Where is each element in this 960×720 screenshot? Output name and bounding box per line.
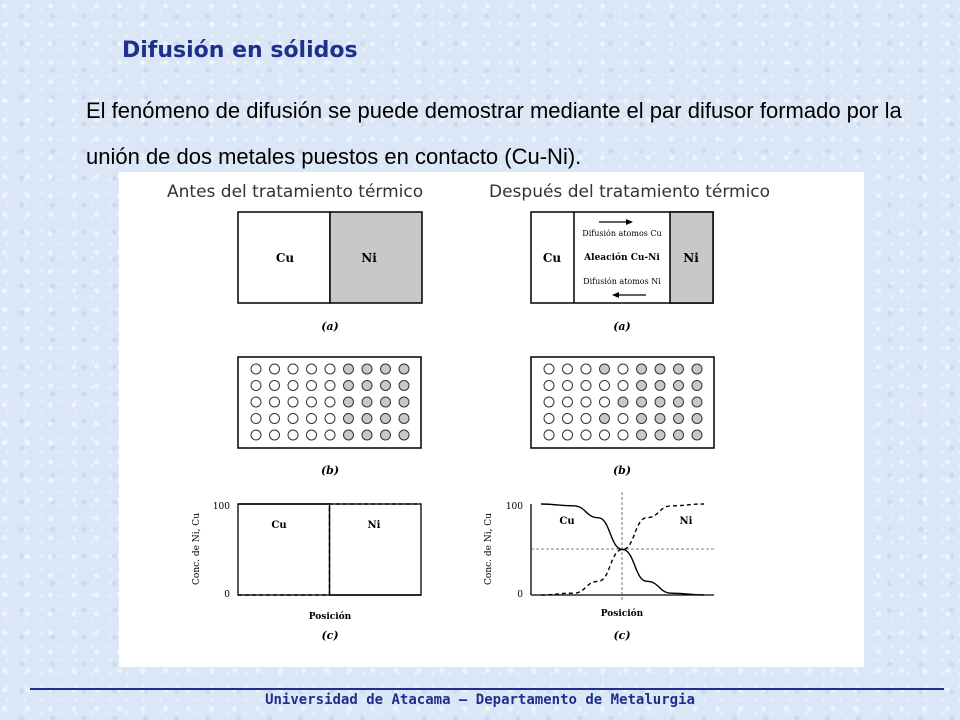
panel-a-after: [531, 212, 713, 333]
ni-atom: [362, 381, 372, 391]
cu-atom: [618, 430, 628, 440]
ni-atom: [381, 381, 391, 391]
cu-atom: [251, 430, 261, 440]
profile-after: [484, 492, 714, 642]
ni-atom: [381, 397, 391, 407]
caption-c-right: (c): [613, 629, 631, 642]
ni-atom: [399, 364, 409, 374]
cu-atom: [325, 364, 335, 374]
y-max-right: 100: [505, 502, 523, 512]
xlabel-right: Posición: [600, 609, 644, 619]
arrow-top-label: Difusión atomos Cu: [582, 229, 662, 238]
cu-atom: [618, 381, 628, 391]
caption-b-right: (b): [612, 464, 632, 477]
profile-left-ni: Ni: [367, 520, 381, 531]
xlabel-left: Posición: [308, 612, 352, 622]
cu-atom: [544, 414, 554, 424]
ni-atom: [692, 430, 702, 440]
ni-atom: [674, 414, 684, 424]
cu-atom: [563, 414, 573, 424]
cu-atom: [581, 364, 591, 374]
ni-atom: [381, 414, 391, 424]
cu-atom: [563, 381, 573, 391]
cu-atom: [563, 397, 573, 407]
ni-atom: [399, 397, 409, 407]
ni-atom: [362, 364, 372, 374]
cu-atom: [563, 364, 573, 374]
cu-atom: [581, 397, 591, 407]
ni-atom: [399, 381, 409, 391]
ni-atom: [600, 414, 610, 424]
ni-atom: [618, 397, 628, 407]
y-min-left: 0: [224, 590, 230, 600]
cu-atom: [307, 381, 317, 391]
cu-atom: [325, 397, 335, 407]
ni-atom: [655, 364, 665, 374]
profile-right-cu: Cu: [559, 516, 575, 527]
cu-atom: [600, 430, 610, 440]
ni-atom: [655, 381, 665, 391]
profile-right-ni: Ni: [679, 516, 693, 527]
arrow-bottom-label: Difusión atomos Ni: [583, 277, 661, 286]
cu-atom: [544, 364, 554, 374]
ni-atom: [655, 414, 665, 424]
cu-atom: [270, 364, 280, 374]
cu-atom: [288, 397, 298, 407]
ni-label: Ni: [361, 251, 377, 265]
cu-atom: [581, 430, 591, 440]
cu-atom: [270, 397, 280, 407]
cu-atom: [544, 430, 554, 440]
ni-atom: [600, 364, 610, 374]
cu-atom: [325, 414, 335, 424]
intro-text: El fenómeno de difusión se puede demostrar mediante el par difusor formado por la unión de dos metales puestos en contacto (Cu-Ni).: [86, 98, 902, 169]
ni-atom: [344, 381, 354, 391]
cu-atom: [270, 414, 280, 424]
cu-atom: [581, 381, 591, 391]
cu-atom: [581, 414, 591, 424]
ni-atom: [637, 430, 647, 440]
cu-atom: [288, 414, 298, 424]
cu-atom: [618, 364, 628, 374]
cu-atom: [307, 397, 317, 407]
diffusion-figure: [119, 172, 864, 667]
ni-atom: [344, 364, 354, 374]
cu-atom: [544, 397, 554, 407]
ni-atom: [674, 364, 684, 374]
ni-atom: [362, 397, 372, 407]
ni-atom: [692, 364, 702, 374]
caption-b-left: (b): [320, 464, 340, 477]
cu-atom: [600, 381, 610, 391]
ni-atom: [399, 430, 409, 440]
y-min-right: 0: [517, 590, 523, 600]
cu-atom: [288, 430, 298, 440]
cu-atom: [325, 381, 335, 391]
header-after: Después del tratamiento térmico: [489, 182, 771, 202]
cu-label-after: Cu: [542, 251, 562, 265]
cu-atom: [563, 430, 573, 440]
ni-atom: [674, 430, 684, 440]
cu-atom: [270, 381, 280, 391]
ni-atom: [381, 364, 391, 374]
ni-atom: [637, 364, 647, 374]
ylabel-left: Conc. de Ni, Cu: [192, 513, 202, 585]
ni-atom: [362, 430, 372, 440]
ni-atom: [692, 397, 702, 407]
ni-atom: [692, 414, 702, 424]
ylabel-right: Conc. de Ni, Cu: [484, 513, 494, 585]
cu-atom: [251, 364, 261, 374]
cu-atom: [325, 430, 335, 440]
alloy-label: Aleación Cu-Ni: [584, 253, 660, 263]
slide-title: Difusión en sólidos: [122, 38, 358, 63]
ni-atom: [344, 430, 354, 440]
ni-atom: [381, 430, 391, 440]
profile-before: [192, 502, 421, 642]
ni-atom: [399, 414, 409, 424]
cu-atom: [251, 397, 261, 407]
cu-atom: [288, 364, 298, 374]
ni-atom: [637, 397, 647, 407]
cu-atom: [288, 381, 298, 391]
ni-atom: [637, 381, 647, 391]
ni-atom: [637, 414, 647, 424]
ni-atom: [674, 397, 684, 407]
header-before: Antes del tratamiento térmico: [167, 182, 424, 202]
ni-label-after: Ni: [683, 251, 699, 265]
ni-atom: [344, 414, 354, 424]
panel-a-before: [238, 212, 422, 333]
cu-label: Cu: [275, 251, 295, 265]
cu-atom: [270, 430, 280, 440]
ni-atom: [655, 397, 665, 407]
cu-atom: [307, 364, 317, 374]
caption-c-left: (c): [321, 629, 339, 642]
cu-atom: [600, 397, 610, 407]
footer-text: Universidad de Atacama – Departamento de Metalurgia: [265, 692, 695, 708]
cu-atom: [618, 414, 628, 424]
caption-a-right: (a): [613, 320, 631, 333]
cu-atom: [307, 430, 317, 440]
cu-atom: [251, 414, 261, 424]
diffusion-diagram-svg: [119, 172, 864, 667]
ni-atom: [674, 381, 684, 391]
ni-atom: [692, 381, 702, 391]
y-max-left: 100: [212, 502, 230, 512]
cu-atom: [544, 381, 554, 391]
footer-divider: [30, 688, 944, 690]
ni-atom: [655, 430, 665, 440]
ni-atom: [344, 397, 354, 407]
cu-atom: [251, 381, 261, 391]
ni-atom: [362, 414, 372, 424]
caption-a-left: (a): [321, 320, 339, 333]
profile-left-cu: Cu: [271, 520, 287, 531]
cu-atom: [307, 414, 317, 424]
